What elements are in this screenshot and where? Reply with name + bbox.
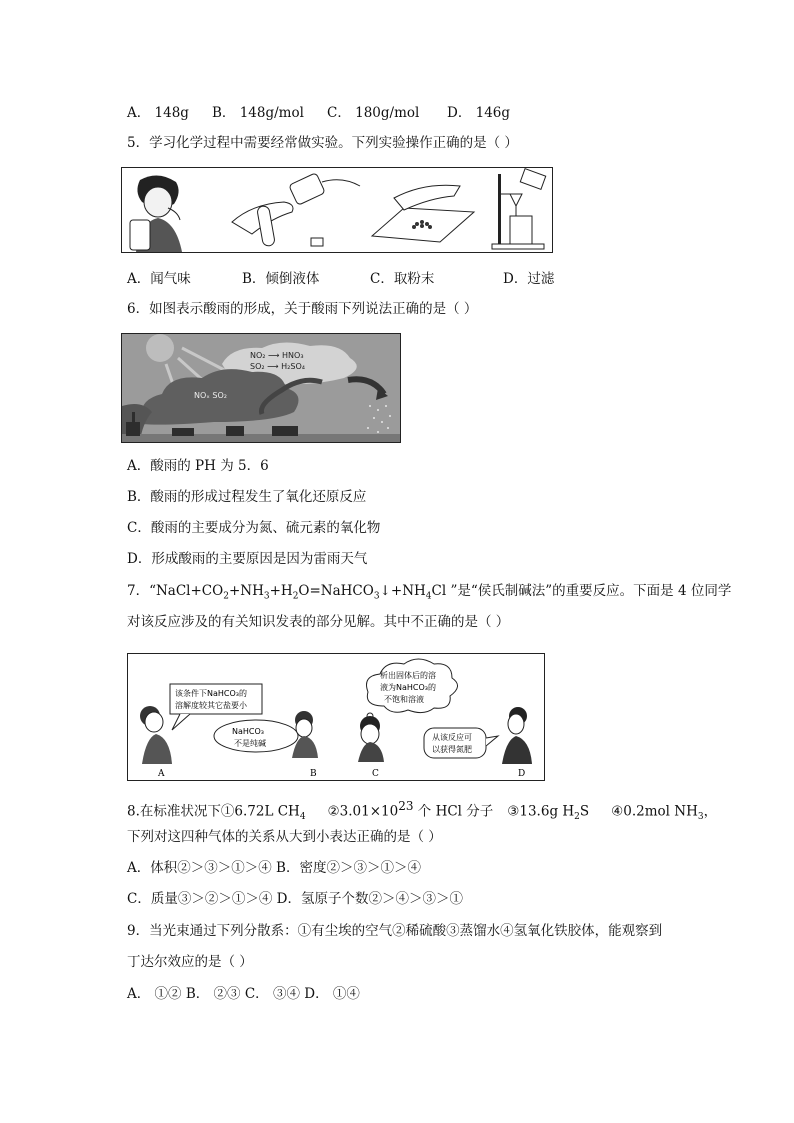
q6-option-c: C．酸雨的主要成分为氮、硫元素的氧化物 — [127, 520, 381, 536]
bubble-d-line-1: 从该反应可 — [432, 733, 472, 742]
q9-line-2: 丁达尔效应的是（ ） — [127, 954, 253, 970]
take-powder-drawing — [372, 185, 474, 242]
q5-option-d: D．过滤 — [503, 271, 555, 287]
q6-option-a: A．酸雨的 PH 为 5．6 — [127, 458, 269, 474]
acid-rain-illustration — [122, 334, 400, 442]
q6-figure — [121, 333, 401, 443]
q5-option-b: B．倾倒液体 — [242, 271, 320, 287]
q7-figure — [127, 653, 545, 781]
q5-figure — [121, 167, 553, 253]
q4-option-d: D． 146g — [447, 105, 511, 121]
q5-options — [127, 270, 554, 288]
q8-line-1: 8.在标准状况下①6.72L $CH_4$ $②3.01\times 10^{23}$ 个 HCl 分子 ③13.6g $H_2S$ ④0.2mol $NH_3$， — [127, 799, 718, 823]
bubble-c-line-2: 液为NaHCO₃的 — [380, 683, 436, 692]
q5-option-c: C．取粉末 — [370, 271, 435, 287]
q7-stem-line-2: 对该反应涉及的有关知识发表的部分见解。其中不正确的是（ ） — [127, 614, 510, 630]
q6-option-d: D．形成酸雨的主要原因是因为雷雨天气 — [127, 551, 368, 567]
pollutant-label: NOₓ SO₂ — [194, 391, 227, 400]
label-a: A — [158, 769, 165, 779]
q4-options — [127, 104, 510, 122]
bubble-b-line-1: NaHCO₃ — [232, 727, 264, 736]
label-d: D — [518, 769, 526, 779]
label-b: B — [310, 769, 317, 779]
student-opinions-illustration — [128, 654, 544, 780]
q7-stem-line-1: 7．“$NaCl+CO_2+NH_3+H_2O=NaHCO_3↓+NH_4Cl$ ”是“侯氏制碱法”的重要反应。下面是 4 位同学 — [127, 583, 732, 602]
bubble-a-line-1: 该条件下NaHCO₃的 — [175, 689, 247, 698]
q8-line-2: 下列对这四种气体的关系从大到小表达正确的是（ ） — [127, 829, 442, 845]
q5-option-a: A．闻气味 — [127, 271, 191, 287]
bubble-c-line-1: 析出固体后的溶 — [380, 671, 436, 680]
q5-illustration — [122, 168, 552, 252]
bubble-b-line-2: 不是纯碱 — [234, 739, 266, 748]
q5-stem: 5．学习化学过程中需要经常做实验。下列实验操作正确的是（ ） — [127, 135, 518, 151]
q8-options-cd: C．质量③＞②＞①＞④ D．氢原子个数②＞④＞③＞① — [127, 891, 463, 907]
q6-stem: 6．如图表示酸雨的形成，关于酸雨下列说法正确的是（ ） — [127, 301, 478, 317]
q4-option-c: C． 180g/mol — [327, 105, 420, 121]
reaction-line-1: NO₂ ⟶ HNO₃ — [250, 351, 304, 360]
q6-option-b: B．酸雨的形成过程发生了氧化还原反应 — [127, 489, 367, 505]
q4-option-a: A． 148g — [127, 105, 189, 121]
bubble-c-line-3: 不饱和溶液 — [384, 695, 424, 704]
reaction-line-2: SO₂ ⟶ H₂SO₄ — [250, 362, 305, 371]
q4-option-b: B． 148g/mol — [212, 105, 304, 121]
filtration-drawing — [492, 169, 546, 249]
bubble-a-line-2: 溶解度较其它盐要小 — [175, 701, 247, 710]
smell-person-drawing — [130, 175, 182, 252]
label-c: C — [372, 769, 379, 779]
q9-options: A． ①② B． ②③ C． ③④ D． ①④ — [127, 986, 360, 1002]
q8-options-ab: A．体积②＞③＞①＞④ B．密度②＞③＞①＞④ — [127, 860, 421, 876]
q9-line-1: 9．当光束通过下列分散系：①有尘埃的空气②稀硫酸③蒸馏水④氢氧化铁胶体，能观察到 — [127, 923, 663, 939]
pour-liquid-drawing — [232, 173, 360, 247]
bubble-d-line-2: 以获得氮肥 — [432, 745, 472, 754]
